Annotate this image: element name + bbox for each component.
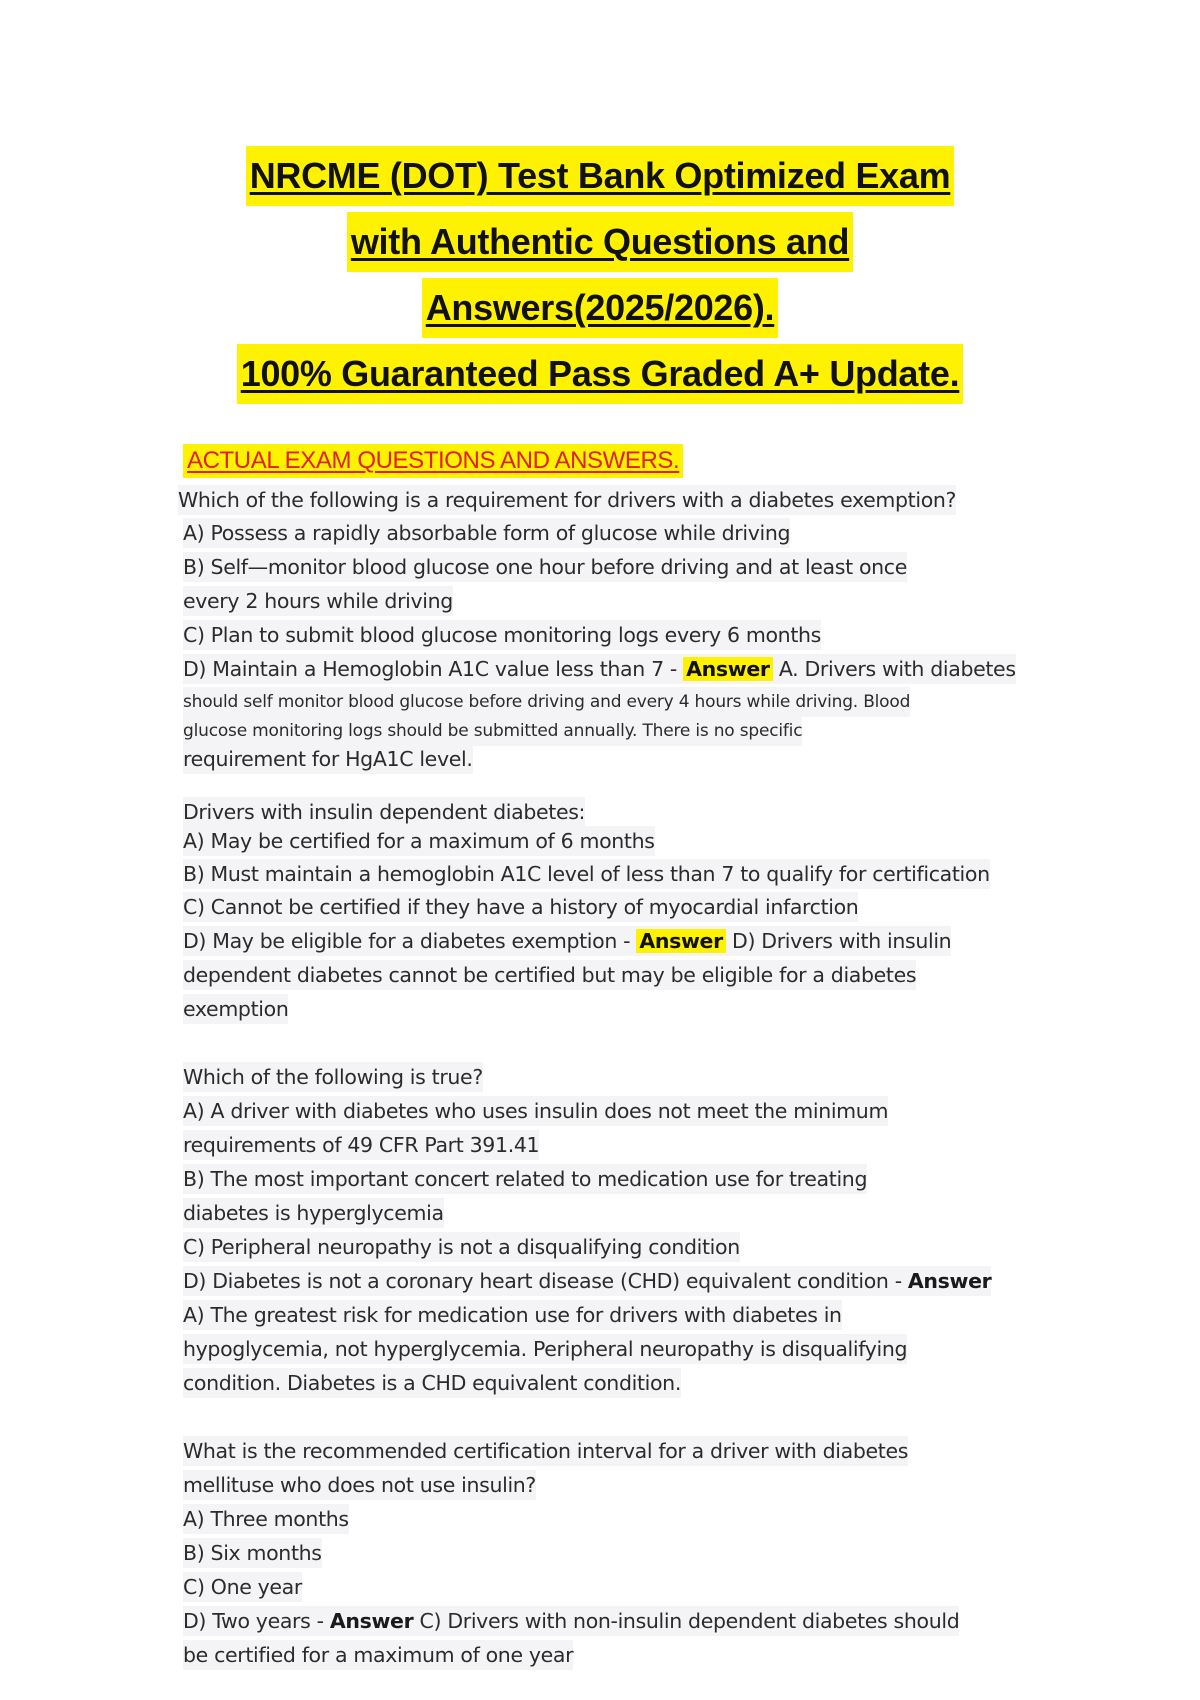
title-line-3: Answers(2025/2026). — [422, 278, 779, 338]
q1-answer-line-3: glucose monitoring logs should be submitted annually. There is no specific — [183, 716, 802, 746]
title-line-1: NRCME (DOT) Test Bank Optimized Exam — [246, 146, 955, 206]
q2-option-d: D) May be eligible for a diabetes exemption - — [183, 929, 637, 953]
q3-option-d-line — [183, 1266, 991, 1296]
q3-option-a-line-2: requirements of 49 CFR Part 391.41 — [183, 1130, 539, 1160]
q3-option-a-line-1: A) A driver with diabetes who uses insulin does not meet the minimum — [183, 1096, 888, 1126]
q4-question-line-2: mellituse who does not use insulin? — [183, 1470, 536, 1500]
q1-option-d-line — [183, 654, 1016, 684]
q4-option-d: D) Two years - — [183, 1609, 330, 1633]
q3-question: Which of the following is true? — [183, 1062, 483, 1092]
q4-answer-line-2: be certified for a maximum of one year — [183, 1640, 573, 1670]
q3-answer-line-3: condition. Diabetes is a CHD equivalent condition. — [183, 1368, 681, 1398]
q4-answer-label: Answer — [329, 1609, 414, 1633]
q2-question: Drivers with insulin dependent diabetes: — [183, 797, 585, 827]
q1-answer-label: Answer — [683, 657, 773, 681]
q2-option-c: C) Cannot be certified if they have a history of myocardial infarction — [183, 892, 858, 922]
q1-answer-line-2: should self monitor blood glucose before driving and every 4 hours while driving. Blood — [183, 687, 910, 717]
q2-answer-label: Answer — [636, 929, 726, 953]
q3-option-c: C) Peripheral neuropathy is not a disqualifying condition — [183, 1232, 740, 1262]
q3-option-b-line-2: diabetes is hyperglycemia — [183, 1198, 444, 1228]
q1-option-b-line-2: every 2 hours while driving — [183, 586, 453, 616]
q1-option-d: D) Maintain a Hemoglobin A1C value less than 7 - — [183, 657, 684, 681]
q4-option-d-line — [183, 1606, 959, 1636]
q1-option-c: C) Plan to submit blood glucose monitoring logs every 6 months — [183, 620, 821, 650]
q2-option-a: A) May be certified for a maximum of 6 months — [183, 826, 655, 856]
q2-answer-line-2: dependent diabetes cannot be certified but may be eligible for a diabetes — [183, 960, 916, 990]
q3-answer-line-1: A) The greatest risk for medication use for drivers with diabetes in — [183, 1300, 842, 1330]
q2-option-d-line — [183, 926, 951, 956]
q2-option-b: B) Must maintain a hemoglobin A1C level of less than 7 to qualify for certification — [183, 859, 990, 889]
q2-answer-line-3: exemption — [183, 994, 288, 1024]
q4-option-c: C) One year — [183, 1572, 302, 1602]
document-title — [0, 146, 1200, 410]
q2-answer-line-1: D) Drivers with insulin — [725, 929, 952, 953]
q4-question-line-1: What is the recommended certification interval for a driver with diabetes — [183, 1436, 908, 1466]
q4-answer-line-1: C) Drivers with non-insulin dependent diabetes should — [413, 1609, 960, 1633]
q1-option-a: A) Possess a rapidly absorbable form of glucose while driving — [183, 518, 790, 548]
q3-answer-label: Answer — [907, 1269, 992, 1293]
q1-answer-line-4: requirement for HgA1C level. — [183, 744, 473, 774]
q4-option-b: B) Six months — [183, 1538, 322, 1568]
title-line-2: with Authentic Questions and — [347, 212, 853, 272]
section-heading: ACTUAL EXAM QUESTIONS AND ANSWERS. — [183, 444, 683, 478]
q3-option-b-line-1: B) The most important concert related to medication use for treating — [183, 1164, 867, 1194]
q3-answer-line-2: hypoglycemia, not hyperglycemia. Peripheral neuropathy is disqualifying — [183, 1334, 907, 1364]
q4-option-a: A) Three months — [183, 1504, 349, 1534]
q1-option-b-line-1: B) Self—monitor blood glucose one hour before driving and at least once — [183, 552, 907, 582]
q1-answer-line-1: A. Drivers with diabetes — [772, 657, 1016, 681]
q1-question: Which of the following is a requirement for drivers with a diabetes exemption? — [178, 485, 956, 515]
q3-option-d: D) Diabetes is not a coronary heart disease (CHD) equivalent condition - — [183, 1269, 908, 1293]
title-line-4: 100% Guaranteed Pass Graded A+ Update. — [237, 344, 964, 404]
